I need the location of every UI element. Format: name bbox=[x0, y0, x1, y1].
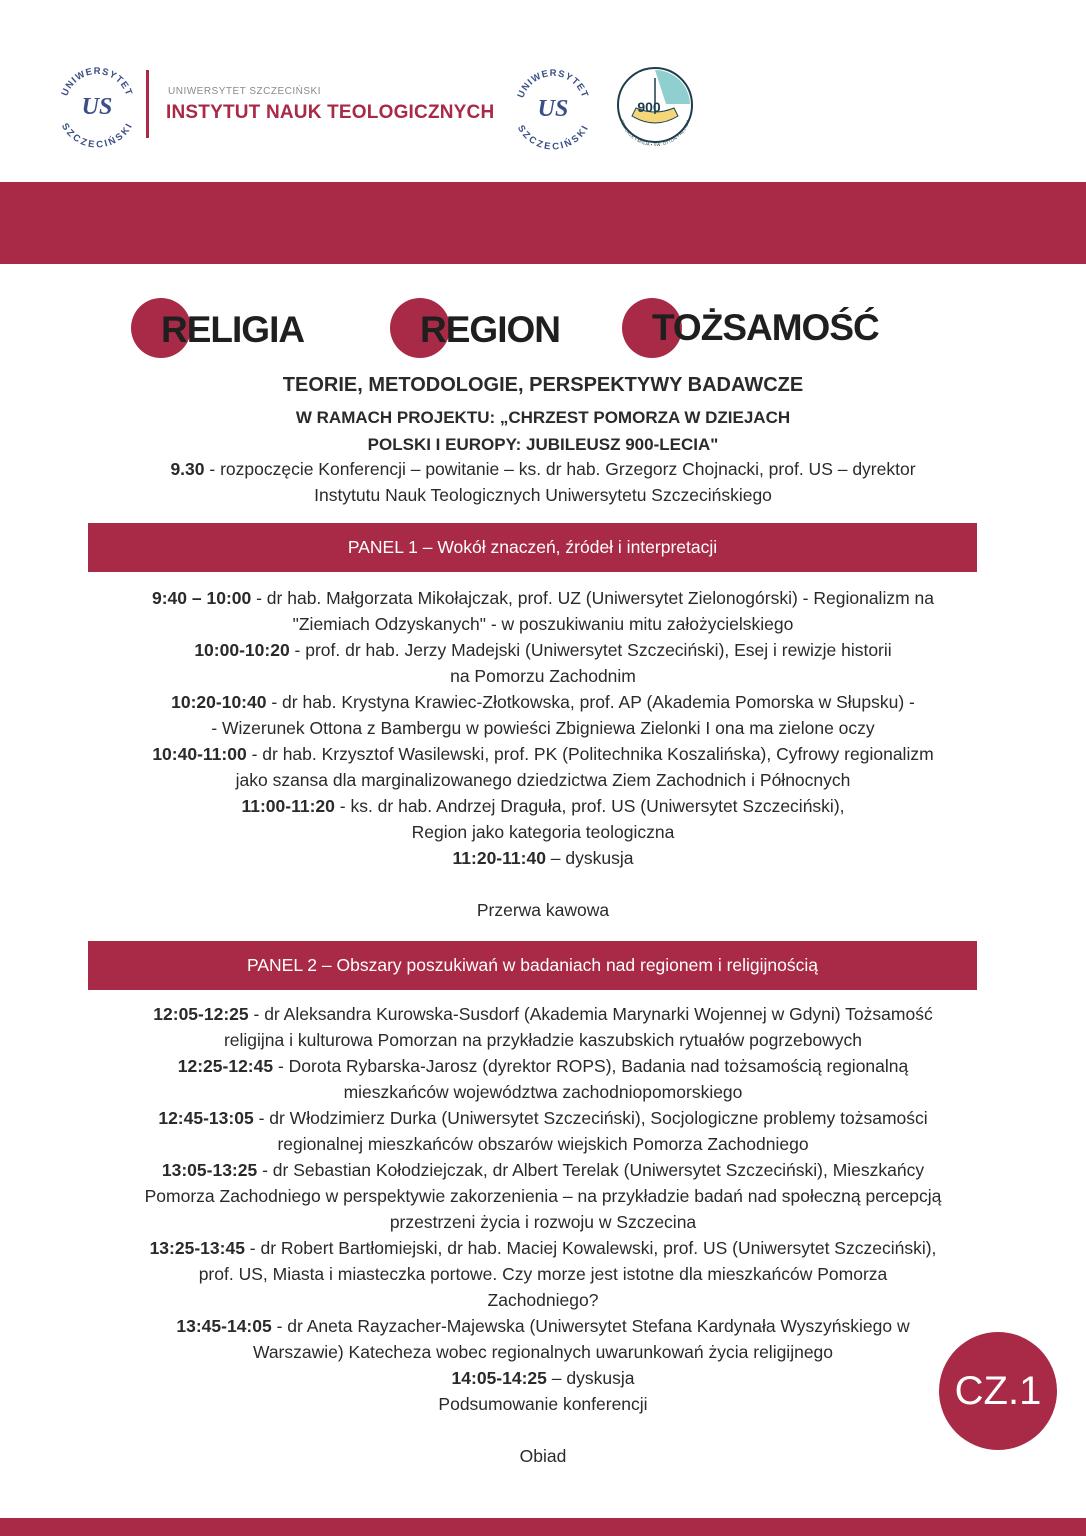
talk-item: 13:25-13:45 - dr Robert Bartłomiejski, dr hab. Maciej Kowalewski, prof. US (Uniwersytet Szczeciński), bbox=[149, 1238, 937, 1258]
talk-item: 12:45-13:05 - dr Włodzimierz Durka (Uniwersytet Szczeciński), Socjologiczne problemy tożsamości bbox=[158, 1108, 928, 1128]
svg-text:UNIWERSYTET: UNIWERSYTET bbox=[59, 65, 135, 98]
talk-item: 10:20-10:40 - dr hab. Krystyna Krawiec-Złotkowska, prof. AP (Akademia Pomorska w Słupsku) - bbox=[171, 692, 915, 712]
svg-text:US: US bbox=[81, 94, 113, 120]
summary-item: Podsumowanie konferencji bbox=[438, 1394, 648, 1414]
talk-item: 10:00-10:20 - prof. dr hab. Jerzy Madejski (Uniwersytet Szczeciński), Esej i rewizje historii bbox=[194, 640, 892, 660]
conference-subtitle: TEORIE, METODOLOGIE, PERSPEKTYWY BADAWCZE bbox=[282, 374, 804, 396]
lunch-item: Obiad bbox=[519, 1446, 567, 1466]
panel-1-program: 9:40 – 10:00 - dr hab. Małgorzata Mikołajczak, prof. UZ (Uniwersytet Zielonogórski) - Regionalizm na "Ziemiach Odzyskanych" - w poszukiwaniu mitu założycielskiego 10:00-10:20 - prof. dr hab. Jerzy Madejski (Uniwersytet Szczeciński), Esej i rewizje historii na Pomorzu Zachodnim 10:20-10:40 - dr hab. Krystyna Krawiec-Złotkowska, prof. AP (Akademia Pomorska w Słupsku) - - Wizerunek Ottona z Bambergu w powieści Zbigniewa Zielonki I ona ma zielone oczy 10:40-11:00 - dr hab. Krzysztof Wasilewski, prof. PK (Politechnika Koszalińska), Cyfrowy regionalizm jako szansa dla marginalizowanego dziedzictwa Ziem Zachodnich i Północnych 11:00-11:20 - ks. dr hab. Andrzej Draguła, prof. US (Uniwersytet Szczeciński), Region jako kategoria teologiczna 11:20-11:40 – dyskusja Przerwa kawowa bbox=[60, 585, 1026, 923]
university-seal-logo-2 bbox=[510, 64, 596, 150]
talk-item: 12:25-12:45 - Dorota Rybarska-Jarosz (dyrektor ROPS), Badania nad tożsamością regionalną bbox=[177, 1056, 909, 1076]
panel-1-header: PANEL 1 – Wokół znaczeń, źródeł i interpretacji bbox=[88, 523, 977, 572]
talk-item: 11:00-11:20 - ks. dr hab. Andrzej Draguła, prof. US (Uniwersytet Szczeciński), bbox=[241, 796, 845, 816]
talk-item: 13:45-14:05 - dr Aneta Rayzacher-Majewska (Uniwersytet Stefana Kardynała Wyszyńskiego w bbox=[176, 1316, 910, 1336]
part-badge: CZ.1 bbox=[939, 1332, 1057, 1450]
svg-text:SZCZECIŃSKI: SZCZECIŃSKI bbox=[514, 123, 592, 150]
footer-band bbox=[0, 1518, 1086, 1536]
headline-religia: RELIGIA bbox=[161, 309, 305, 350]
institute-name: INSTYTUT NAUK TEOLOGICZNYCH bbox=[166, 102, 495, 123]
talk-item: 12:05-12:25 - dr Aleksandra Kurowska-Susdorf (Akademia Marynarki Wojennej w Gdyni) Tożsamość bbox=[153, 1004, 933, 1024]
project-title: W RAMACH PROJEKTU: „CHRZEST POMORZA W DZIEJACH POLSKI I EUROPY: JUBILEUSZ 900-LECIA" bbox=[295, 408, 791, 454]
talk-item: 13:05-13:25 - dr Sebastian Kołodziejczak, dr Albert Terelak (Uniwersytet Szczeciński), Mieszkańcy bbox=[161, 1160, 925, 1180]
panel-2-header: PANEL 2 – Obszary poszukiwań w badaniach nad regionem i religijnością bbox=[88, 941, 977, 990]
university-seal-logo bbox=[54, 62, 140, 148]
svg-text:POMORZE • MISJA • ŚW. OTTON •: POMORZE • MISJA • ŚW. OTTON • RELIGIA bbox=[619, 118, 691, 146]
panel-2-program: 12:05-12:25 - dr Aleksandra Kurowska-Susdorf (Akademia Marynarki Wojennej w Gdyni) Tożsamość religijna i kulturowa Pomorzan na przykładzie kaszubskich rytuałów pogrzebowych 12:25-12:45 - Dorota Rybarska-Jarosz (dyrektor ROPS), Badania nad tożsamością regionalną mieszkańców województwa zachodniopomorskiego 12:45-13:05 - dr Włodzimierz Durka (Uniwersytet Szczeciński), Socjologiczne problemy tożsamości regionalnej mieszkańców obszarów wiejskich Pomorza Zachodniego 13:05-13:25 - dr Sebastian Kołodziejczak, dr Albert Terelak (Uniwersytet Szczeciński), Mieszkańcy Pomorza Zachodniego w perspektywie zakorzenienia – na przykładzie badań nad społeczną percepcją przestrzeni życia i rozwoju w Szczecina 13:25-13:45 - dr Robert Bartłomiejski, dr hab. Maciej Kowalewski, prof. US (Uniwersytet Szczeciński), prof. US, Miasta i miasteczka portowe. Czy morze jest istotne dla mieszkańców Pomorza Zachodniego? 13:45-14:05 - dr Aneta Rayzacher-Majewska (Uniwersytet Stefana Kardynała Wyszyńskiego w Warszawie) Katecheza wobec regionalnych uwarunkowań życia religijnego 14:05-14:25 – dyskusja Podsumowanie konferencji Obiad bbox=[60, 1001, 1026, 1469]
jubilee-900-logo bbox=[614, 64, 696, 146]
headline-region: REGION bbox=[420, 309, 560, 350]
header-band bbox=[0, 182, 1086, 264]
svg-text:900: 900 bbox=[637, 99, 661, 115]
talk-item: 9:40 – 10:00 - dr hab. Małgorzata Mikołajczak, prof. UZ (Uniwersytet Zielonogórski) - Regionalizm na bbox=[152, 588, 934, 608]
institute-university-name: UNIWERSYTET SZCZECIŃSKI bbox=[168, 86, 321, 97]
discussion-item: 14:05-14:25 – dyskusja bbox=[451, 1368, 635, 1388]
logo-divider bbox=[146, 70, 149, 138]
coffee-break: Przerwa kawowa bbox=[476, 900, 610, 920]
discussion-item: 11:20-11:40 – dyskusja bbox=[452, 848, 634, 868]
opening-line: 9.30 - rozpoczęcie Konferencji – powitanie – ks. dr hab. Grzegorz Chojnacki, prof. US – dyrektor Instytutu Nauk Teologicznych Uniwersytetu Szczecińskiego bbox=[170, 459, 916, 505]
headline-tozsamosc: TOŻSAMOŚĆ bbox=[652, 307, 879, 348]
svg-text:US: US bbox=[537, 96, 569, 122]
talk-item: 10:40-11:00 - dr hab. Krzysztof Wasilewski, prof. PK (Politechnika Koszalińska), Cyfrowy regionalizm bbox=[152, 744, 934, 764]
svg-text:SZCZECIŃSKI: SZCZECIŃSKI bbox=[58, 121, 136, 148]
svg-text:UNIWERSYTET: UNIWERSYTET bbox=[515, 67, 591, 100]
